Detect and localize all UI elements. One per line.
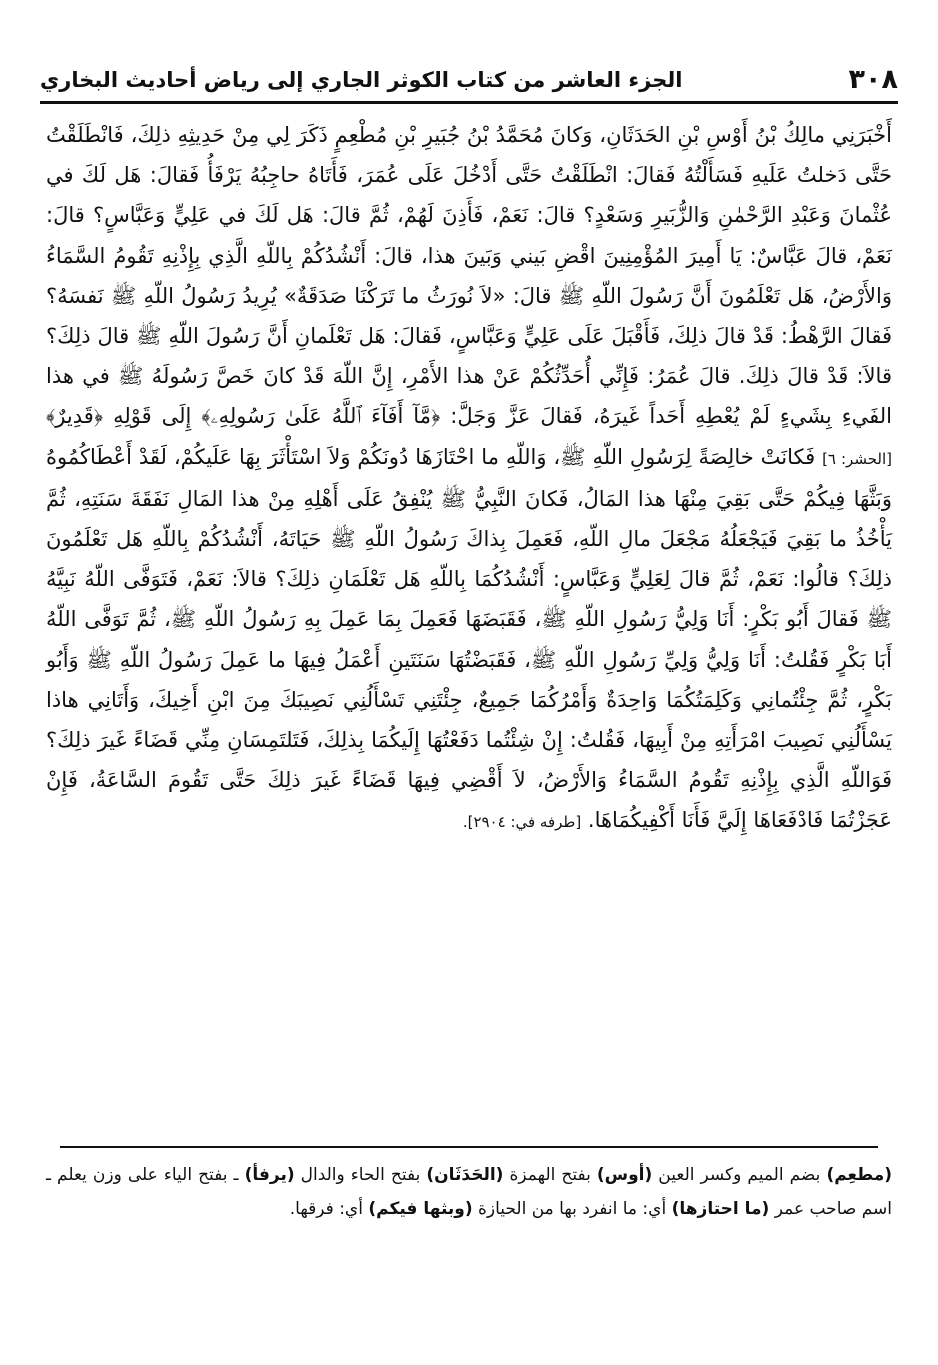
page-header xyxy=(40,58,898,98)
footnote-text: بفتح الحاء والدال xyxy=(294,1165,427,1185)
footnote-separator xyxy=(60,1146,878,1148)
footnote-term: (مطعِم) xyxy=(826,1165,892,1185)
header-rule xyxy=(40,101,898,104)
footnote-term: (الحَدَثَان) xyxy=(426,1165,504,1185)
footnote-term: (ما احتازها) xyxy=(671,1199,770,1219)
footnote-text: ـ بفتح الياء على وزن يعلم ـ اسم صاحب عمر xyxy=(46,1165,892,1219)
hadith-text xyxy=(46,115,892,843)
tarf-reference: [طرفه في: ٢٩٠٤]. xyxy=(462,813,582,832)
footnote-term: (يرفأ) xyxy=(244,1165,295,1185)
hadith-paragraph xyxy=(46,115,892,843)
hadith-body-part2: فَكانَتْ خالِصَةً لِرَسُولِ اللّهِ ﷺ، وَاللّهِ ما احْتَازَهَا دُونَكُمْ وَلاَ اسْتَأْثَرَ بِهَا عَلَيكُمْ، لَقَدْ أَعْطَاكُمُوهُ وَبَثَّهَا فِيكُمْ حَتَّى بَقِيَ مِنْهَا هذا المَالُ، فَكانَ النَّبِيُّ ﷺ يُنْفِقُ عَلَى أَهْلِهِ مِنْ هذا المَالِ نَفَقَةَ سَنَتِهِ، ثُمَّ يَأْخُذُ ما بَقِيَ فَيَجْعَلُهُ مَجْعَلَ مالِ اللّهِ، فَعَمِلَ بِذاكَ رَسُولُ اللّهِ ﷺ حَيَاتَهُ، أَنْشُدُكُمْ بِاللّهِ هَل تَعْلَمُونَ ذلِكَ؟ قالُوا: نَعَمْ، ثُمَّ قالَ لِعَلِيٍّ وَعَبَّاسٍ: أَنْشُدُكُمَا بِاللّهِ هَل تَعْلَمَانِ ذلِكَ؟ قالاَ: نَعَمْ، فَتَوَفَّى اللّهُ نَبِيَّهُ ﷺ فَقالَ أَبُو بَكْرٍ: أَنَا وَلِيُّ رَسُولِ اللّهِ ﷺ، فَقَبَضَهَا فَعَمِلَ بِمَا عَمِلَ بِهِ رَسُولُ اللّهِ ﷺ، ثُمَّ تَوَفَّى اللّهُ أَبَا بَكْرٍ فَقُلتُ: أَنَا وَلِيُّ وَلِيِّ رَسُولِ اللّهِ ﷺ، فَقَبَضْتُهَا سَنَتَينِ أَعْمَلُ فِيهَا ما عَمِلَ رَسُولُ اللّهِ ﷺ وَأَبُو بَكْرٍ، ثُمَّ جِئْتُمانِي وَكَلِمَتُكُمَا وَاحِدَةٌ وَأَمْرُكُمَا جَمِيعٌ، جِئْتَنِي تَسْأَلُنِي نَصِيبَكَ مِنَ ابْنِ أَخِيكَ، وَأَتَانِي هاذا يَسْأَلُنِي نَصِيبَ امْرَأَتِهِ مِنْ أَبِيهَا، فَقُلتُ: إِنْ شِئْتُما دَفَعْتُهَا إِلَيكُمَا بِذلِكَ، فَتَلتَمِسَانِ مِنِّي قَضَاءً غَيرَ ذلِكَ؟ فَوَاللّهِ الَّذِي بِإِذْنِهِ تَقُومُ السَّمَاءُ وَالأَرْضُ، لاَ أَقْضِي فِيهَا قَضَاءً غَيرَ ذلِكَ حَتَّى تَقُومَ السَّاعَةُ، فَإِنْ عَجَزْتُمَا فَادْفَعَاهَا إِلَيَّ فَأَنَا أَكْفِيكُمَاهَا. xyxy=(46,444,892,833)
footnote-paragraph xyxy=(46,1158,892,1226)
quran-reference: [الحشر: ٦] xyxy=(822,449,892,468)
footnote-text: أي: ما انفرد بها من الحيازة xyxy=(472,1199,672,1219)
footnotes xyxy=(46,1158,892,1226)
page-number: ٣٠٨ xyxy=(848,64,898,95)
footnote-term: (وبثها فيكم) xyxy=(368,1199,473,1219)
footnote-text: بضم الميم وكسر العين xyxy=(652,1165,827,1185)
running-title: الجزء العاشر من كتاب الكوثر الجاري إلى رياض أحاديث البخاري xyxy=(40,68,683,92)
footnote-text: بفتح الهمزة xyxy=(503,1165,597,1185)
footnote-text: أي: فرقها. xyxy=(289,1199,369,1219)
footnote-term: (أوس) xyxy=(596,1165,653,1185)
hadith-body-part1: أَخْبَرَنِي مالِكُ بْنُ أَوْسِ بْنِ الحَدَثَانِ، وَكانَ مُحَمَّدُ بْنُ جُبَيرِ بْنِ مُطْعِمٍ ذَكَرَ لِي مِنْ حَدِيثِهِ ذلِكَ، فَانْطَلَقْتُ حَتَّى دَخلتُ عَلَيهِ فَسَأَلْتُهُ فَقالَ: انْطَلَقْتُ حَتَّى أَدْخُلَ عَلَى عُمَرَ، فَأَتَاهُ حاجِبُهُ يَرْفَأُ فَقالَ: هَل لَكَ في عُثْمانَ وَعَبْدِ الرَّحْمٰنِ وَالزُّبَيرِ وَسَعْدٍ؟ قالَ: نَعَمْ، فَأَذِنَ لَهُمْ، ثُمَّ قالَ: هَل لَكَ في عَلِيٍّ وَعَبَّاسٍ؟ قالَ: نَعَمْ، قالَ عَبَّاسٌ: يَا أَمِيرَ المُؤْمِنِينَ اقْضِ بَيني وَبَينَ هذا، قالَ: أَنْشُدُكُمْ بِاللّهِ الَّذِي بِإِذْنِهِ تَقُومُ السَّمَاءُ وَالأَرْضُ، هَل تَعْلَمُونَ أَنَّ رَسُولَ اللّهِ ﷺ قالَ: «لاَ نُورَثُ ما تَرَكْنَا صَدَقَةٌ» يُرِيدُ رَسُولُ اللّهِ ﷺ نَفسَهُ؟ فَقالَ الرَّهْطُ: قَدْ قالَ ذلِكَ، فَأَقْبَلَ عَلَى عَلِيٍّ وَعَبَّاسٍ، فَقالَ: هَل تَعْلَمانِ أَنَّ رَسُولَ اللّهِ ﷺ قالَ ذلِكَ؟ قالاَ: قَدْ قالَ ذلِكَ. قالَ عُمَرُ: فَإِنِّي أُحَدِّثُكُمْ عَنْ هذا الأَمْرِ، إِنَّ اللّهَ قَدْ كانَ خَصَّ رَسُولَهُ ﷺ في هذا الفَيءِ بِشَيءٍ لَمْ يُعْطِهِ أَحَداً غَيرَهُ، فَقالَ عَزَّ وَجَلَّ: ﴿مَّآ أَفَآءَ ٱللَّهُ عَلَىٰ رَسُولِهِۦ﴾ إِلَى قَوْلِهِ ﴿قَدِيرٌ﴾ xyxy=(46,123,892,429)
